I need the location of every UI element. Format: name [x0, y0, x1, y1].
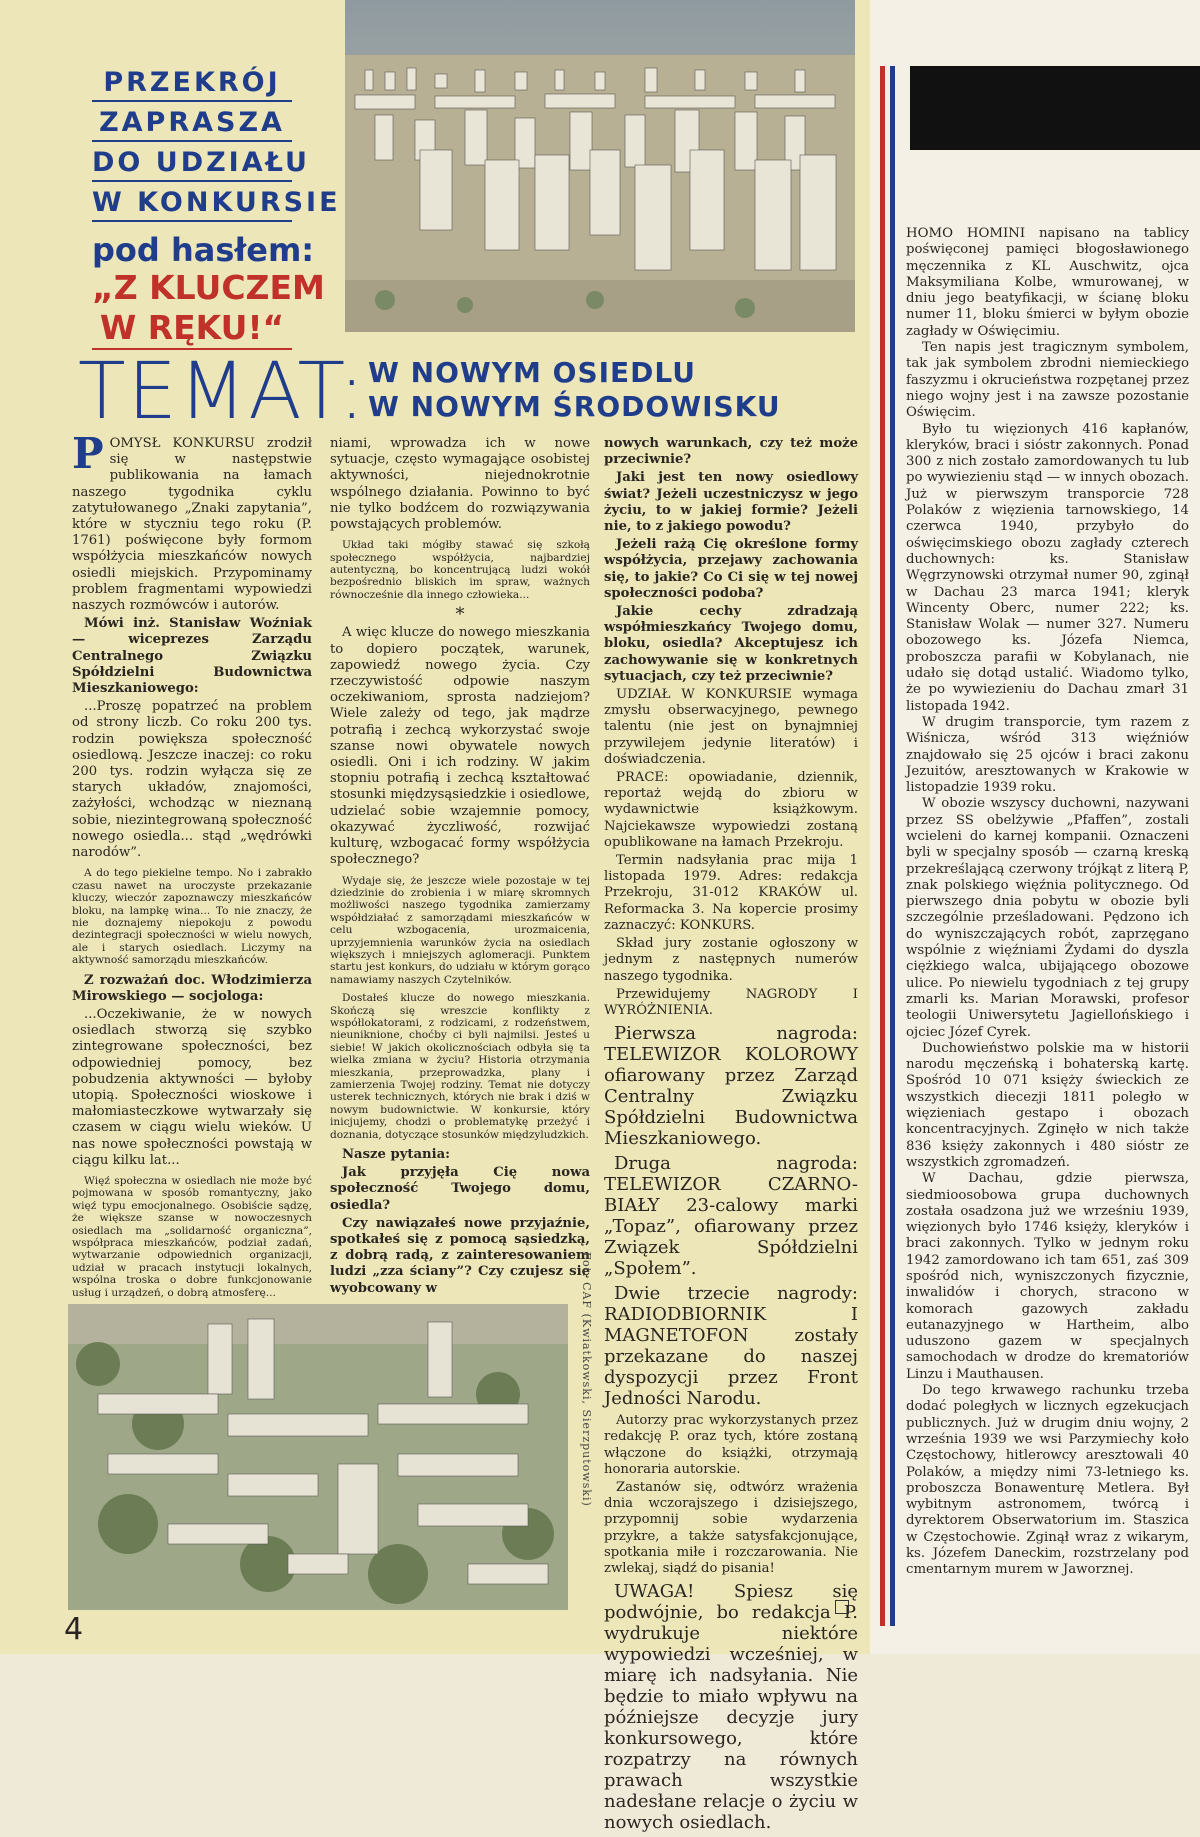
heading-red-line: W RĘKU!“ [92, 308, 292, 350]
red-stripe [880, 66, 885, 1626]
heading-red-line: „Z KLUCZEM [92, 268, 325, 307]
paragraph: Ten napis jest tragicznym symbolem, tak jak symbolem zbrodni niemieckiego faszyzmu i okrucieństwa rozpętanej przez niego wojny jest i na zawsze pozostanie Oświęcim. [906, 340, 1189, 421]
article-column-2 [330, 436, 590, 1299]
paragraph: Zastanów się, odtwórz wrażenia dnia wczorajszego i dzisiejszego, przypomnij sobie wydarzenia przykre, a także satysfakcjonujące, spotkania miłe i rozczarowania. Nie zwlekaj, siądź do pisania! [604, 1479, 858, 1576]
housing-estate-photo-top [345, 0, 855, 332]
paragraph: ...Proszę popatrzeć na problem od strony liczb. Co roku 200 tys. rodzin powiększa społeczność osiedlową. Jeszcze inaczej: co roku 200 tys. rodzin wyłącza się ze starych układów, znajomości, zażyłości, wchodząc w nieznaną sobie, niezintegrowaną społeczność nowego osiedla... stąd „wędrówki narodów”. [72, 699, 312, 861]
prize-paragraph: Pierwsza nagroda: TELEWIZOR KOLOROWY ofiarowany przez Zarząd Centralny Związku Spółdzielni Budownictwa Mieszkaniowego. [604, 1023, 858, 1150]
black-header-block [910, 66, 1200, 150]
small-paragraph: Więź społeczna w osiedlach nie może być pojmowana w sposób romantyczny, jako więź typu emocjonalnego. Osobiście sądzę, że większe szanse w nowoczesnych osiedlach ma „solidarność organiczna”, współpraca mieszkańców, podział zadań, wytwarzanie odpowiednich organizacji, udział w pracach instytucji lokalnych, wspólna troska o dobre funkcjonowanie usług i urządzeń, o dobrą atmosferę... [72, 1174, 312, 1299]
small-paragraph: Wydaje się, że jeszcze wiele pozostaje w tej dziedzinie do zrobienia i w miarę skromnych możliwości naszego tygodnika zamierzamy współdziałać z samorządami mieszkańców w celu wzbogacenia, urozmaicenia, uprzyjemnienia warunków życia na osiedlach większych i mniejszych aglomeracji. Punktem startu jest konkurs, do udziału w którym gorąco namawiamy naszych Czytelników. [330, 874, 590, 986]
paragraph: nowych warunkach, czy też może przeciwnie? [604, 436, 858, 468]
end-mark [835, 1600, 849, 1614]
right-article-column [906, 226, 1189, 1579]
paragraph: Jak przyjęła Cię nowa społeczność Twojego domu, osiedla? [330, 1165, 590, 1213]
article-subheadline [368, 356, 781, 424]
paragraph: W drugim transporcie, tym razem z Wiśnicza, wśród 313 więźniów znajdowało się 25 ojców i braci zakonu Jezuitów, aresztowanych w Krakowie w listopadzie 1939 roku. [906, 714, 1189, 796]
subheadline-line: W NOWYM ŚRODOWISKU [368, 390, 781, 423]
paragraph: W Dachau, gdzie pierwsza, siedmioosobowa grupa duchownych została osadzona już we wrześniu 1939, więzionych było 1746 księży, kleryków i braci zakonnych. Tylko w jednym roku 1942 zamordowano ich tam 651, zaś 309 spośród nich, wyniszczonych fizycznie, inwalidów i chorych, stracono w komorach gazowych zakładu eutanazyjnego w Hartheim, albo uduszono gazem w specjalnych samochodach w drodze do krematoriów Linzu i Mauthausen. [906, 1171, 1189, 1382]
paragraph: Autorzy prac wykorzystanych przez redakcję P. oraz tych, które zostaną włączone do książki, otrzymają honoraria autorskie. [604, 1413, 858, 1477]
paragraph: Jaki jest ten nowy osiedlowy świat? Jeżeli uczestniczysz w jego życiu, to w jakiej formie? Jeżeli nie, to z jakiego powodu? [604, 470, 858, 535]
paragraph: W obozie wszyscy duchowni, nazywani przez SS obelżywie „Pfaffen”, zostali wcieleni do karnej kompanii. Oznaczeni byli w specjalny sposób — czarną kreską przekreślającą czerwony trójkąt z literą P, znak polskiego więźnia politycznego. Od pierwszego dnia pobytu w obozie byli szczególnie prześladowani. Pędzono ich do wyniszczających robót, zaprzęgano wspólnie z więźniami Żydami do dyszla ciężkiego walca, ubijającego obozowe ulice. Po niewielu tygodniach z tej grupy zmarli ks. Marian Morawski, profesor teologii Uniwersytetu Jagiellońskiego i ojciec Józef Cyrek. [906, 796, 1189, 1040]
small-paragraph: Dostałeś klucze do nowego mieszkania. Skończą się wreszcie konflikty z współlokatorami, z rodzicami, z rodzeństwem, nieuniknione, choćby ci byli najmilsi. Jesteś u siebie! W jakich okolicznościach odbyła się ta wielka zmiana w życiu? Historia otrzymania mieszkania, przeprowadzka, plany i zamierzenia Twojej rodziny. Temat nie dotyczy usterek technicznych, których nie brak i dziś w nowym budownictwie. W konkursie, który inicjujemy, chodzi o problematykę przeżyć i doznania, dotyczące stosunków międzyludzkich. [330, 992, 590, 1141]
paragraph: Mówi inż. Stanisław Woźniak — wiceprezes Zarządu Centralnego Związku Spółdzielni Budownictwa Mieszkaniowego: [72, 616, 312, 697]
small-paragraph: Układ taki mógłby stawać się szkołą społecznego współżycia, najbardziej autentyczną, bo koncentrującą ludzi wokół bezpośrednio bliskich im spraw, ważnych równocześnie dla innego człowieka... [330, 539, 590, 601]
separator-star: * [455, 604, 465, 626]
prize-paragraph: Dwie trzecie nagrody: RADIODBIORNIK I MAGNETOFON zostały przekazane do naszej dyspozycji przez Front Jedności Narodu. [604, 1283, 858, 1410]
paragraph: niami, wprowadza ich w nowe sytuacje, często wymagające osobistej aktywności, niejednokrotnie wspólnego działania. Powinno to być nie tylko bodźcem do rozwiązywania powstających problemów. [330, 436, 590, 533]
subheadline-line: W NOWYM OSIEDLU [368, 356, 696, 389]
paragraph: Do tego krwawego rachunku trzeba dodać poległych w licznych egzekucjach publicznych. Już w drugim dniu wojny, 2 września 1939 we wsi Parzymiechy koło Częstochowy, hitlerowcy aresztowali 40 Polaków, a między nimi 73-letniego ks. proboszcza Bonawenturę Metlera. Był wybitnym astronomem, twórcą i dyrektorem Obserwatorium im. Staszica w Częstochowie. Zginął wraz z wikarym, ks. Józefem Daneckim, rozstrzelany pod cmentarnym murem w Jaworznej. [906, 1383, 1189, 1578]
paragraph: UWAGA! Spiesz się podwójnie, bo redakcja P. wydrukuje niektóre wypowiedzi wcześniej, w miarę ich nadsyłania. Nie będzie to miało wpływu na późniejsze decyzje jury konkursowego, które rozpatrzy na równych prawach wszystkie nadesłane relacje o życiu w nowych osiedlach. [604, 1581, 858, 1834]
heading-line: DO UDZIAŁU [92, 146, 292, 182]
housing-estate-photo-bottom [68, 1304, 568, 1610]
paragraph: Przewidujemy NAGRODY I WYRÓŻNIENIA. [604, 986, 858, 1018]
drop-cap: P [72, 429, 104, 478]
heading-line: PRZEKRÓJ [92, 66, 292, 102]
blue-stripe [890, 66, 895, 1626]
photo-credit: Fot. CAF (Kwiatkowski, Sierzputowski) [580, 1252, 593, 1507]
paragraph: OMYSŁ KONKURSU zrodził się w następstwie publikowania na łamach naszego tygodnika cyklu zatytułowanego „Znaki zapytania”, które w styczniu tego roku (P. 1761) poświęcone były formom współżycia mieszkańców nowych osiedli miejskich. Przypominamy problem fragmentami wypowiedzi naszych rozmówców i autorów. [72, 436, 312, 614]
paragraph: Było tu więzionych 416 kapłanów, kleryków, braci i sióstr zakonnych. Ponad 300 z nich zostało zamordowanych tu lub po wywiezieniu stąd — w innych obozach. Już w pierwszym transporcie 728 Polaków z więzienia tarnowskiego, 14 czerwca 1940, przybyło do oświęcimskiego obozu zagłady czterech duchownych: ks. Stanisław Węgrzynowski otrzymał numer 90, zginął w Dachau 23 marca 1941; kleryk Wincenty Oberc, numer 222; ks. Stanisław Wolak — numer 327. Numeru obozowego ks. Józefa Niemca, proboszcza parafii w Kobylanach, nie udało się dotąd ustalić. Wiadomo tylko, że po wywiezieniu do Dachau zmarł 31 listopada 1942. [906, 421, 1189, 714]
temat-label: TEMAT: [78, 347, 367, 437]
paragraph: UDZIAŁ W KONKURSIE wymaga zmysłu obserwacyjnego, pewnego talentu (nie jest on bynajmniej przywilejem jedynie literatów) i doświadczenia. [604, 687, 858, 767]
small-paragraph: A do tego piekielne tempo. No i zabrakło czasu nawet na uroczyste przekazanie kluczy, wieczór zapoznawczy mieszkańców bloku, na lampkę wina... To nie znaczy, że nie doznajemy niepokoju z powodu dezintegracji społeczności w wielu nowych, ale i starych osiedlach. Liczymy na aktywność samorządu mieszkańców. [72, 867, 312, 967]
paragraph: ...Oczekiwanie, że w nowych osiedlach stworzą się szybko zintegrowane społeczności, bez odpowiedniej pomocy, bez pobudzenia aktywności — byłoby utopią. Społeczności wioskowe i małomiasteczkowe wytwarzały się czasem w ciągu wielu wieków. U nas nowe społeczności powstają w ciągu kilku lat... [72, 1006, 312, 1168]
heading-slogan: pod hasłem: [92, 231, 315, 269]
paragraph: Jakie cechy zdradzają współmieszkańcy Twojego domu, bloku, osiedla? Akceptujesz ich zachowywanie się w konkretnych sytuacjach, czy też przeciwnie? [604, 604, 858, 684]
paragraph: A więc klucze do nowego mieszkania to dopiero początek, warunek, zapowiedź nowego życia. Czy rzeczywistość odpowie naszym oczekiwaniom, sprosta nadziejom? Wiele zależy od tego, jak mądrze potrafią i zechcą wykorzystać swoje szanse nowi obywatele nowych osiedli. Oni i ich rodziny. W jakim stopniu potrafią i zechcą kształtować stosunki międzysąsiedzkie i osiedlowe, udzielać sobie wzajemnie pomocy, okazywać życzliwość, rozwijać kulturę, wzbogacać formy współżycia społecznego? [330, 625, 590, 868]
article-column-1 [72, 429, 312, 1374]
paragraph: Jeżeli rażą Cię określone formy współżycia, przejawy zachowania się, to jakie? Co Ci się w tej nowej społeczności podoba? [604, 537, 858, 601]
paragraph: Duchowieństwo polskie ma w historii narodu męczeńską i bohaterską kartę. Spośród 10 071 księży świeckich ze wszystkich diecezji 1811 poległo w więzieniach gestapo i obozach koncentracyjnych. Zginęło w nich także 836 księży zakonnych i 480 sióstr ze wszystkich zgromadzeń. [906, 1040, 1189, 1170]
prize-paragraph: Druga nagroda: TELEWIZOR CZARNO-BIAŁY 23-calowy marki „Topaz”, ofiarowany przez Związek Spółdzielni „Społem”. [604, 1153, 858, 1280]
paragraph: PRACE: opowiadanie, dziennik, reportaż wejdą do zbioru w wydawnictwie książkowym. Najciekawsze wypowiedzi zostaną opublikowane na łamach Przekroju. [604, 770, 858, 850]
paragraph: Skład jury zostanie ogłoszony w jednym z następnych numerów naszego tygodnika. [604, 936, 858, 984]
paragraph: HOMO HOMINI napisano na tablicy poświęconej pamięci błogosławionego męczennika z KL Auschwitz, ojca Maksymiliana Kolbe, wmurowanej, w dniu jego beatyfikacji, w ścianę bloku numer 11, bloku śmierci w byłym obozie zagłady w Oświęcimiu. [906, 226, 1189, 339]
article-column-3 [604, 436, 858, 1837]
page-number: 4 [64, 1612, 84, 1647]
heading-line: W KONKURSIE [92, 186, 292, 222]
paragraph: Nasze pytania: [342, 1147, 451, 1163]
paragraph: Z rozważań doc. Włodzimierza Mirowskiego — socjologa: [72, 972, 312, 1004]
heading-line: ZAPRASZA [92, 106, 292, 142]
paragraph: Termin nadsyłania prac mija 1 listopada 1979. Adres: redakcja Przekroju, 31-012 KRAKÓW ul. Reformacka 3. Na kopercie prosimy zaznaczyć: KONKURS. [604, 853, 858, 933]
paragraph: Czy nawiązałeś nowe przyjaźnie, spotkałeś się z pomocą sąsiedzką, z dobrą radą, z zainteresowaniem ludzi „zza ściany”? Czy czujesz się wyobcowany w [330, 1215, 590, 1296]
contest-heading [92, 66, 341, 350]
